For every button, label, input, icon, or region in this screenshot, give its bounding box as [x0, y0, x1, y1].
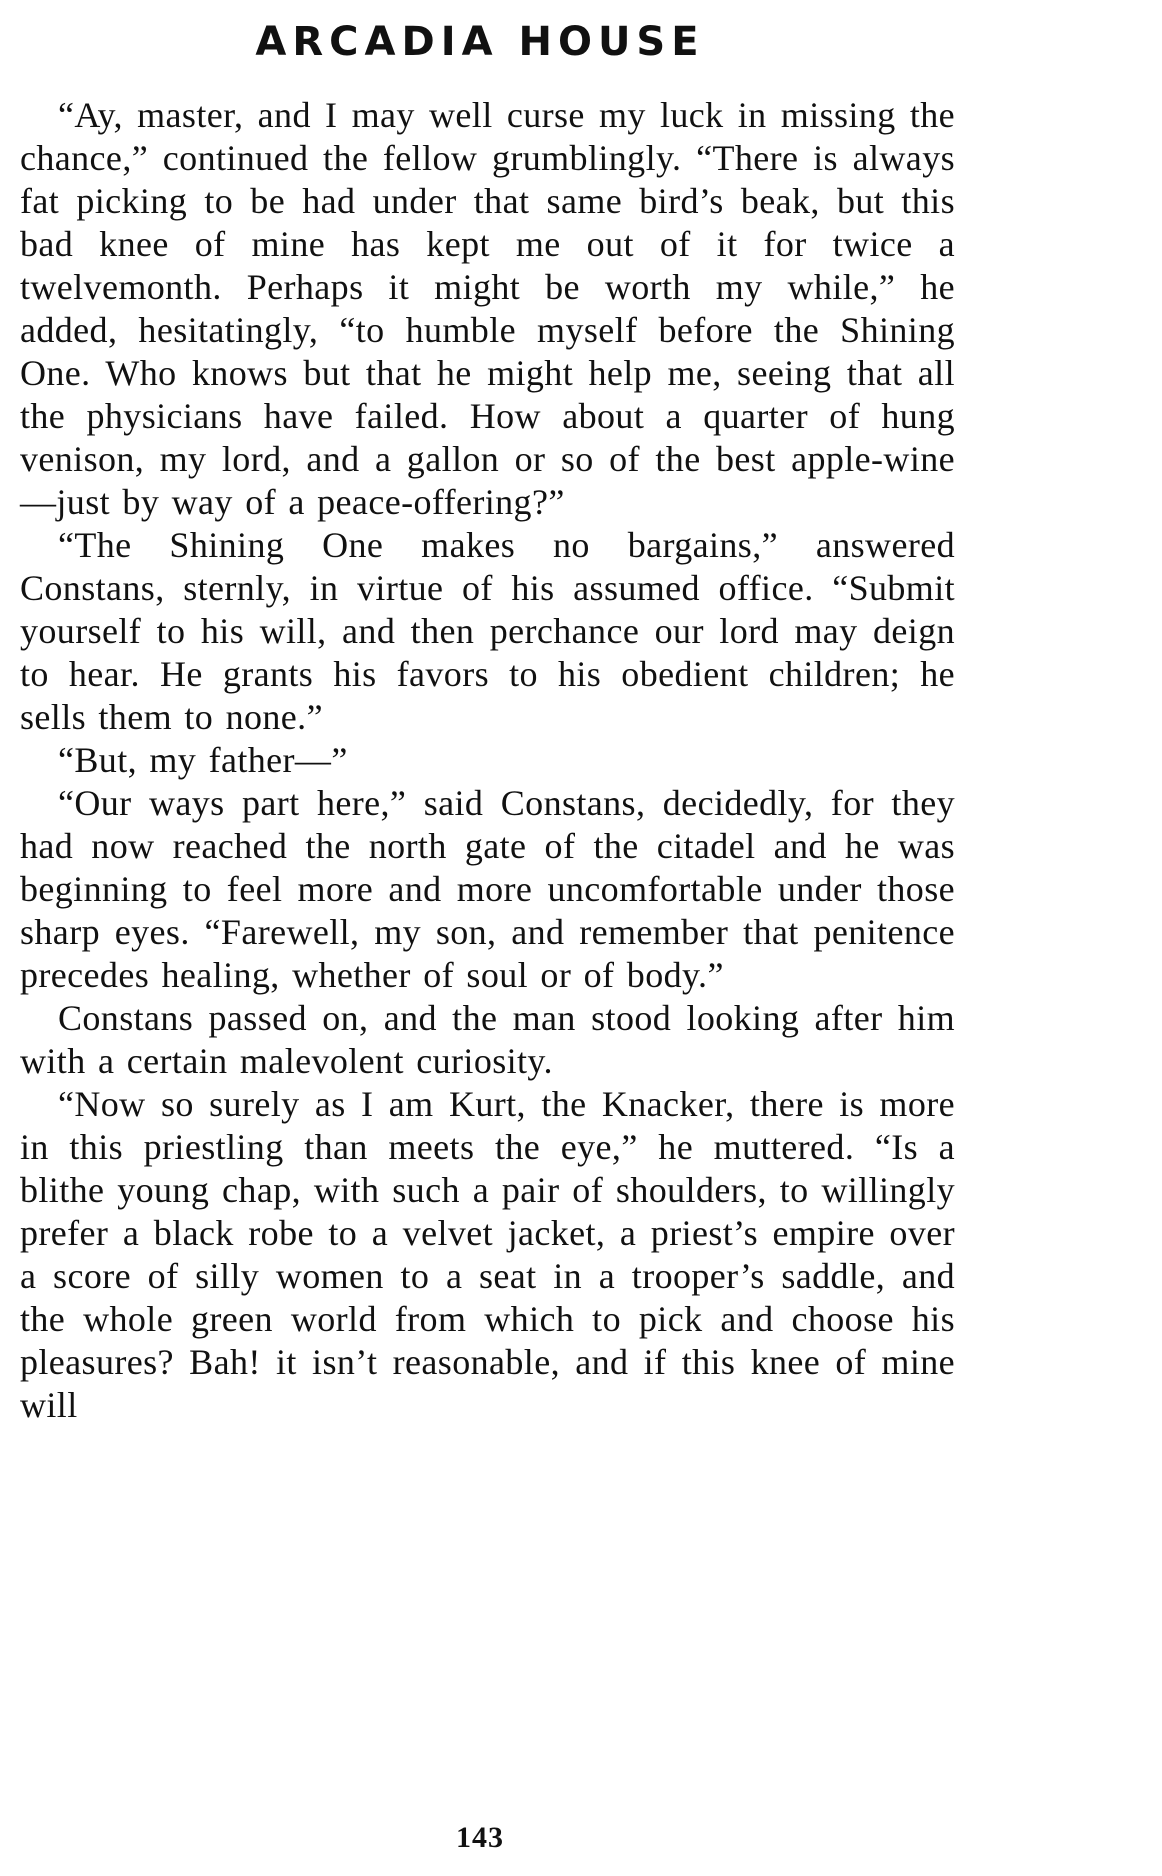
- paragraph: “But, my father—”: [58, 740, 348, 780]
- paragraph: “Our ways part here,” said Constans, decidedly, for they had now reached the north gate of the citadel and he was beginning to feel more and more uncomfortable under those sharp eyes. “Farewell, my son, and remember that penitence precedes healing, whether of soul or of body.”: [20, 783, 955, 995]
- body-text: [20, 94, 955, 1427]
- paragraph: Constans passed on, and the man stood looking after him with a certain malevolent curiosity.: [20, 998, 955, 1081]
- paragraph: “The Shining One makes no bargains,” answered Constans, sternly, in virtue of his assumed office. “Submit yourself to his will, and then perchance our lord may deign to hear. He grants his favors to his obedient children; he sells them to none.”: [20, 525, 955, 737]
- page-number: 143: [456, 1821, 504, 1854]
- paragraph: “Ay, master, and I may well curse my luck in missing the chance,” continued the fellow grumblingly. “There is always fat picking to be had under that same bird’s beak, but this bad knee of mine has kept me out of it for twice a twelvemonth. Perhaps it might be worth my while,” he added, hesitatingly, “to humble myself before the Shining One. Who knows but that he might help me, seeing that all the physicians have failed. How about a quarter of hung venison, my lord, and a gallon or so of the best apple-wine—just by way of a peace-offering?”: [20, 95, 955, 522]
- running-head: ARCADIA HOUSE: [255, 19, 705, 65]
- paragraph: “Now so surely as I am Kurt, the Knacker, there is more in this priestling than meets the eye,” he muttered. “Is a blithe young chap, with such a pair of shoulders, to willingly prefer a black robe to a velvet jacket, a priest’s empire over a score of silly women to a seat in a trooper’s saddle, and the whole green world from which to pick and choose his pleasures? Bah! it isn’t reasonable, and if this knee of mine will: [20, 1084, 955, 1425]
